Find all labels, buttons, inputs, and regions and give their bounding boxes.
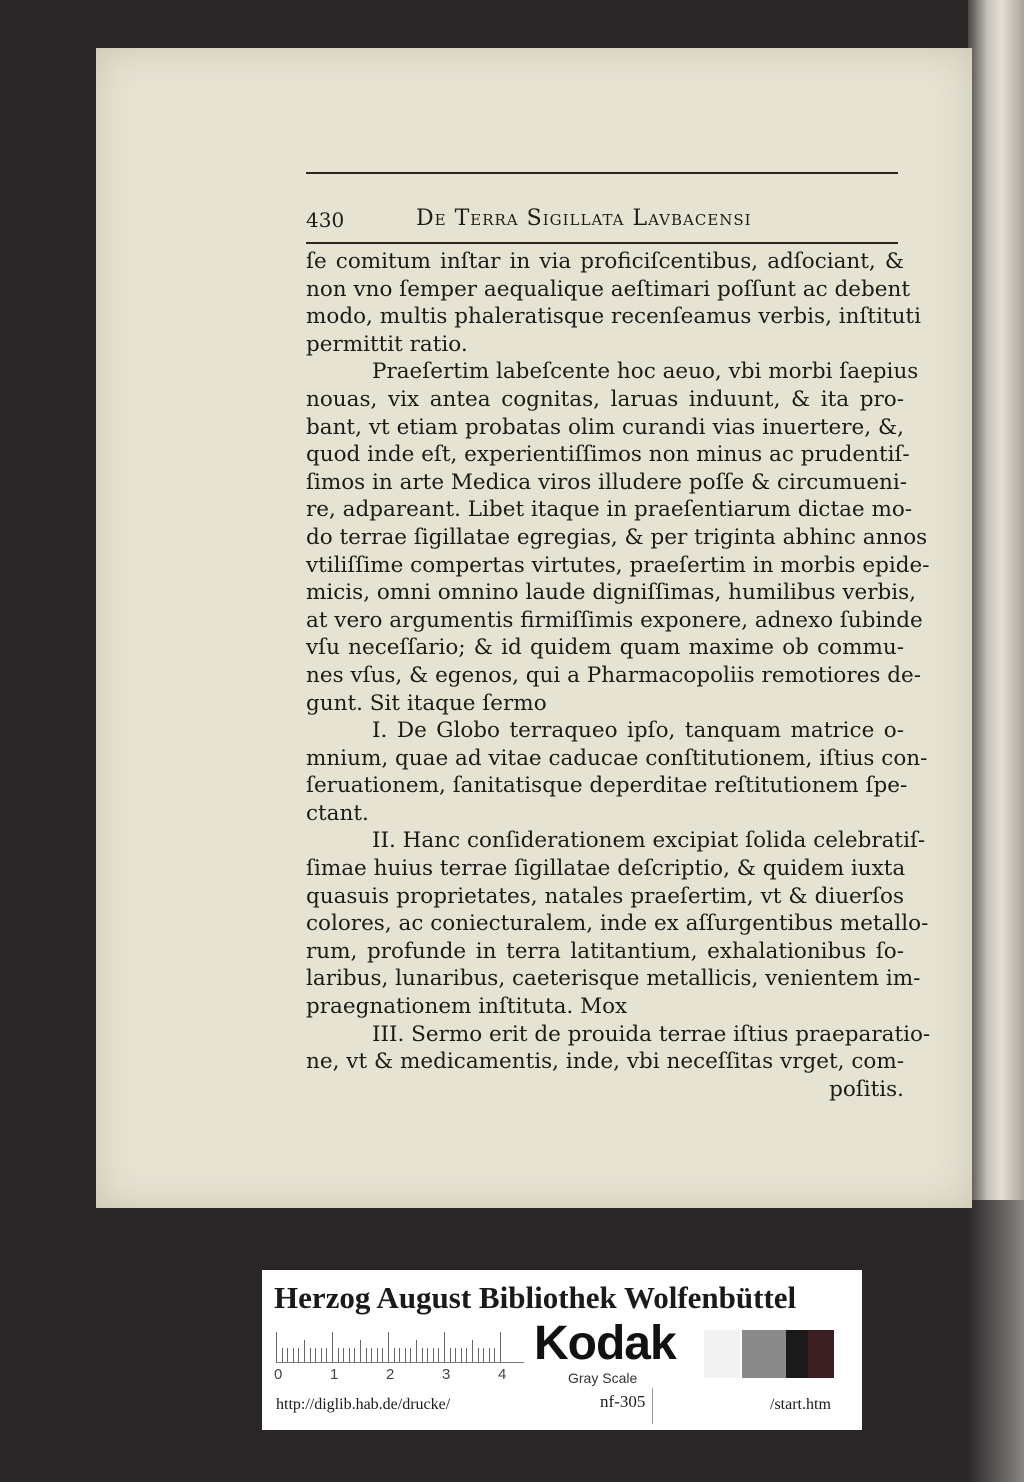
text-line: ſeruationem, ſanitatisque deperditae reſtitutionem ſpe- [306,773,908,799]
ruler-tick [360,1340,361,1362]
ruler-tick [455,1348,456,1362]
text-line: re, adpareant. Libet itaque in praeſentiarum dictae mo- [306,497,913,523]
page-number: 430 [306,208,345,232]
ruler-tick [371,1348,372,1362]
ruler-tick [444,1332,445,1362]
ruler-tick [326,1348,327,1362]
text-line: ſimae huius terrae ſigillatae deſcriptio, & quidem iuxta [306,856,906,882]
text-line: praegnationem inſtituta. Mox [306,994,628,1020]
ruler-tick [321,1348,322,1362]
gray-scale-label: Gray Scale [568,1370,638,1386]
text-line: nouas, vix antea cognitas, laruas induunt, & ita pro- [306,386,904,412]
card-separator [652,1388,653,1424]
ruler-scale [276,1328,524,1363]
ruler-label: 0 [274,1366,283,1383]
ruler-tick [500,1332,501,1362]
ruler-tick [472,1340,473,1362]
ruler-labels [274,1366,514,1386]
library-url: http://diglib.hab.de/drucke/ [276,1396,451,1413]
text-line: at vero argumentis firmiſſimis exponere, adnexo ſubinde [306,607,923,633]
text-line: micis, omni omnino laude digniſſimas, humilibus verbis, [306,580,916,606]
page-content [306,118,931,1178]
body-text [306,248,931,1103]
ruler-tick [382,1348,383,1362]
text-line: quasuis proprietates, natales praeſertim, vt & diuerſos [306,883,904,909]
ruler-tick [483,1348,484,1362]
text-line: mnium, quae ad vitae caducae conſtitutionem, iſtius con- [306,745,928,771]
gray-swatch-mid [742,1330,786,1378]
ruler-tick [461,1348,462,1362]
url-suffix: /start.htm [770,1396,831,1413]
text-line: ſe comitum inſtar in via proficiſcentibus, adſociant, & [306,249,904,274]
text-line: permittit ratio. [306,331,468,357]
text-line: bant, vt etiam probatas olim curandi vias inuertere, &, [306,414,904,440]
ruler-tick [377,1348,378,1362]
text-line: vſu neceſſario; & id quidem quam maxime ob commu- [306,635,904,661]
ruler-tick [478,1348,479,1362]
text-line: gunt. Sit itaque ſermo [306,690,547,716]
ruler-tick [405,1348,406,1362]
ruler-label: 1 [330,1366,339,1383]
ruler-label: 3 [442,1366,451,1383]
ruler-tick [416,1340,417,1362]
ruler-tick [354,1348,355,1362]
ruler-tick [366,1348,367,1362]
text-line: ſimos in arte Medica viros illudere poſſe & circumueni- [306,469,908,495]
ruler-tick [304,1340,305,1362]
ruler-tick [422,1348,423,1362]
ruler-tick [338,1348,339,1362]
color-calibration-card [262,1270,862,1430]
ruler-tick [293,1348,294,1362]
text-line: vtiliſſime compertas virtutes, praeſertim in morbis epide- [306,552,930,578]
text-line: ne, vt & medicamentis, inde, vbi neceſſitas vrget, com- [306,1049,904,1075]
text-line: III. Sermo erit de prouida terrae iſtius praeparatio- [372,1021,931,1047]
text-line: poſitis. [829,1076,904,1102]
text-line: II. Hanc conſiderationem excipiat ſolida celebratiſ- [372,828,926,854]
library-name: Herzog August Bibliothek Wolfenbüttel [274,1280,797,1315]
page-header [306,206,898,246]
ruler-tick [276,1332,277,1362]
ruler-tick [450,1348,451,1362]
ruler-tick [489,1348,490,1362]
ruler-tick [388,1332,389,1362]
text-line: laribus, lunaribus, caeterisque metallicis, venientem im- [306,966,921,992]
ruler-tick [315,1348,316,1362]
gray-swatch-light [704,1330,740,1378]
text-line: do terrae ſigillatae egregias, & per triginta abhinc annos [306,524,928,550]
kodak-logo: Kodak [534,1317,676,1370]
adjacent-page-shadow [968,1200,1024,1482]
text-line: ctant. [306,800,369,826]
ruler-tick [433,1348,434,1362]
text-line: nes vſus, & egenos, qui a Pharmacopoliis remotiores de- [306,662,921,688]
text-line: I. De Globo terraqueo ipſo, tanquam matrice o- [372,718,904,744]
text-line: modo, multis phaleratisque recenſeamus verbis, inſtituti [306,304,921,330]
ruler-tick [287,1348,288,1362]
text-line: quod inde eſt, experientiſſimos non minus ac prudentiſ- [306,442,910,468]
gray-swatch-dark [786,1330,808,1378]
ruler-label: 2 [386,1366,395,1383]
ruler-tick [494,1348,495,1362]
ruler-tick [410,1348,411,1362]
ruler-tick [298,1348,299,1362]
book-page [96,48,972,1208]
text-line: colores, ac coniecturalem, inde ex aſſurgentibus metallo- [306,911,929,937]
ruler-tick [332,1332,333,1362]
ruler-tick [427,1348,428,1362]
header-rule-bottom [306,242,898,244]
ruler-tick [343,1348,344,1362]
ruler-tick [282,1348,283,1362]
ruler-tick [394,1348,395,1362]
gray-swatch-darkest [808,1330,834,1378]
ruler-tick [349,1348,350,1362]
ruler-tick [310,1348,311,1362]
ruler-tick [438,1348,439,1362]
shelfmark: nf-305 [600,1392,646,1411]
ruler-tick [399,1348,400,1362]
text-line: non vno ſemper aequalique aeſtimari poſſunt ac debent [306,276,910,302]
ruler-label: 4 [498,1366,507,1383]
ruler-tick [466,1348,467,1362]
running-title: De Terra Sigillata Lavbacensi [416,206,752,231]
text-line: rum, profunde in terra latitantium, exhalationibus ſo- [306,938,904,964]
header-rule-top [306,172,898,174]
text-line: Praeſertim labeſcente hoc aeuo, vbi morbi ſaepius [372,359,919,385]
